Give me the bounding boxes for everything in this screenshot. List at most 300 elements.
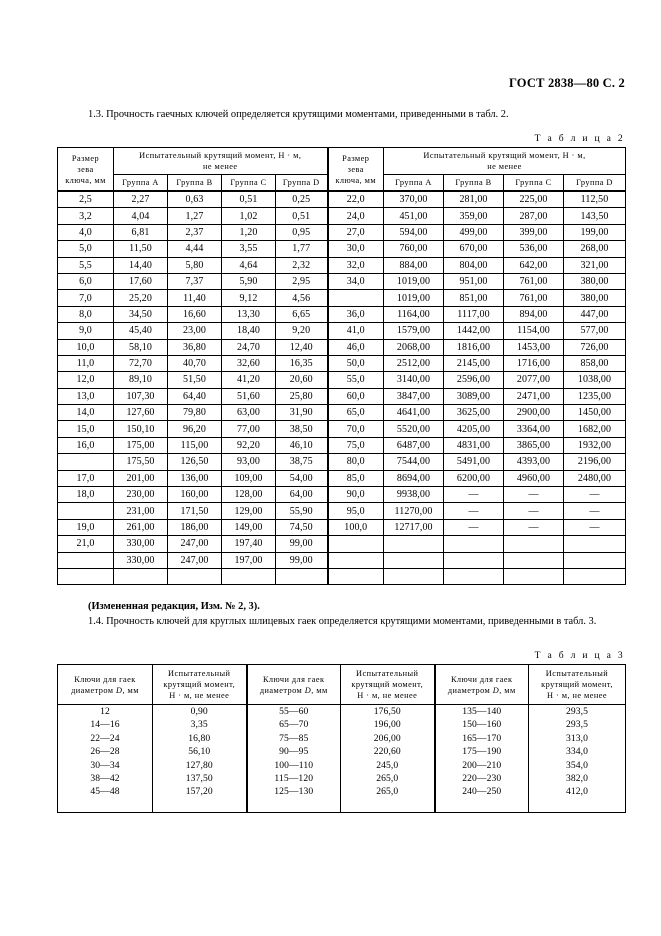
table2-left-cell: 160,00 [168, 487, 222, 503]
table2-left-cell: 247,00 [168, 552, 222, 568]
table3-cell: 75—85 [247, 732, 341, 745]
table2-right-cell: — [504, 503, 564, 519]
table2-left-cell: 4,56 [276, 290, 328, 306]
table2-left-cell: 150,10 [114, 421, 168, 437]
table2-left-cell: 197,40 [222, 536, 276, 552]
table2-right-cell: 851,00 [444, 290, 504, 306]
table2-right-cell: 3625,00 [444, 405, 504, 421]
table2-right-cell: — [504, 487, 564, 503]
table3-cell: 293,5 [529, 718, 626, 731]
table-2 [57, 147, 626, 585]
table2-left-cell: 107,30 [114, 388, 168, 404]
table2-left-cell [276, 568, 328, 584]
table3-body [58, 705, 626, 813]
table2-right-cell: 858,00 [564, 355, 626, 371]
table2-right-cell [444, 568, 504, 584]
table-row [58, 421, 626, 437]
table2-left-cell: 54,00 [276, 470, 328, 486]
table2-left-cell: 1,27 [168, 208, 222, 224]
table2-right-cell: 359,00 [444, 208, 504, 224]
table2-right-cell: 536,00 [504, 241, 564, 257]
table3-cell: 14—16 [58, 718, 153, 731]
table2-right-cell: 60,0 [328, 388, 384, 404]
table2-left-cell: 25,20 [114, 290, 168, 306]
table3-cell: 313,0 [529, 732, 626, 745]
table2-right-cell: 1154,00 [504, 323, 564, 339]
table2-right-cell: 2900,00 [504, 405, 564, 421]
table-row [58, 306, 626, 322]
table2-right-cell: 1019,00 [384, 273, 444, 289]
table2-left-cell: 201,00 [114, 470, 168, 486]
table2-left-cell [58, 568, 114, 584]
table2-right-cell [328, 568, 384, 584]
table2-left-cell: 7,37 [168, 273, 222, 289]
table2-left-cell: 5,5 [58, 257, 114, 273]
table2-left-cell: 23,00 [168, 323, 222, 339]
table3-cell: 125—130 [247, 785, 341, 798]
table2-left-cell: 5,90 [222, 273, 276, 289]
table2-header-size-right: Размер зева ключа, мм [328, 148, 384, 192]
table3-caption: Т а б л и ц а 3 [534, 650, 625, 661]
table-row [58, 241, 626, 257]
table-row [58, 772, 626, 785]
table2-right-cell: 1235,00 [564, 388, 626, 404]
table3-header-moment-2: Испытательный крутящий момент, Н · м, не менее [341, 665, 435, 705]
table2-left-cell: 1,77 [276, 241, 328, 257]
table3-cell: 382,0 [529, 772, 626, 785]
table2-left-cell: 79,80 [168, 405, 222, 421]
table2-right-cell: 55,0 [328, 372, 384, 388]
table2-right-cell: 2196,00 [564, 454, 626, 470]
table2-right-cell [384, 552, 444, 568]
table2-right-cell: — [564, 487, 626, 503]
table2-header-group-d-left: Группа D [276, 175, 328, 192]
table-row [58, 503, 626, 519]
table2-right-cell: 321,00 [564, 257, 626, 273]
table-row [58, 487, 626, 503]
table2-right-cell: 225,00 [504, 191, 564, 208]
table2-right-cell: 8694,00 [384, 470, 444, 486]
table2-right-cell: 112,50 [564, 191, 626, 208]
table3-spacer-cell [153, 799, 247, 813]
table2-left-cell: 31,90 [276, 405, 328, 421]
table2-right-cell: 80,0 [328, 454, 384, 470]
table-row [58, 552, 626, 568]
table2-right-cell: 642,00 [504, 257, 564, 273]
table3-spacer-cell [247, 799, 341, 813]
redaction-note: (Измененная редакция, Изм. № 2, 3). [88, 601, 260, 612]
table2-right-cell: 7544,00 [384, 454, 444, 470]
table2-right-cell: 884,00 [384, 257, 444, 273]
table2-right-cell: 760,00 [384, 241, 444, 257]
table3-cell: 354,0 [529, 759, 626, 772]
table-row [58, 339, 626, 355]
table3-head [58, 665, 626, 705]
table3-spacer-cell [529, 799, 626, 813]
table2-right-cell: 1682,00 [564, 421, 626, 437]
table3-cell: 165—170 [435, 732, 529, 745]
table2-right-cell: 30,0 [328, 241, 384, 257]
table2-right-cell: 499,00 [444, 224, 504, 240]
table2-right-cell: 34,0 [328, 273, 384, 289]
table2-right-cell [564, 536, 626, 552]
table2-head [58, 148, 626, 192]
table2-right-cell: 451,00 [384, 208, 444, 224]
table3-cell: 0,90 [153, 705, 247, 719]
table2-left-cell: 17,0 [58, 470, 114, 486]
table2-left-cell: 63,00 [222, 405, 276, 421]
table3-cell: 56,10 [153, 745, 247, 758]
table2-left-cell: 41,20 [222, 372, 276, 388]
table2-left-cell: 9,20 [276, 323, 328, 339]
table2-right-cell: 951,00 [444, 273, 504, 289]
table-row [58, 568, 626, 584]
table2-left-cell: 24,70 [222, 339, 276, 355]
table2-left-cell: 74,50 [276, 519, 328, 535]
table2-right-cell: 4393,00 [504, 454, 564, 470]
table2-right-cell: 2145,00 [444, 355, 504, 371]
table2-right-cell: 9938,00 [384, 487, 444, 503]
table2-right-cell: 761,00 [504, 290, 564, 306]
table3-cell: 220,60 [341, 745, 435, 758]
table2-left-cell: 38,50 [276, 421, 328, 437]
paragraph-1-4-text: 1.4. Прочность ключей для круглых шлицевых гаек определяется крутящими моментами, приведенными в табл. 3. [88, 616, 597, 627]
table2-left-cell: 11,0 [58, 355, 114, 371]
table2-right-cell [564, 552, 626, 568]
table2-left-cell: 36,80 [168, 339, 222, 355]
table2-left-cell: 231,00 [114, 503, 168, 519]
table-row [58, 355, 626, 371]
table2-right-cell: 594,00 [384, 224, 444, 240]
paragraph-1-3: 1.3. Прочность гаечных ключей определяется крутящими моментами, приведенными в табл. 2. [88, 109, 509, 120]
table2-left-cell: 9,12 [222, 290, 276, 306]
table2-left-cell: 89,10 [114, 372, 168, 388]
table2-right-cell: 27,0 [328, 224, 384, 240]
table-row [58, 372, 626, 388]
table-row [58, 388, 626, 404]
table2-right-cell: 1932,00 [564, 437, 626, 453]
table3-spacer-cell [341, 799, 435, 813]
table2-left-cell: 16,60 [168, 306, 222, 322]
table2-right-cell: 2068,00 [384, 339, 444, 355]
table2-right-cell: 804,00 [444, 257, 504, 273]
table2-right-cell: 1164,00 [384, 306, 444, 322]
table2-right-cell: 22,0 [328, 191, 384, 208]
table2-left-cell: 14,40 [114, 257, 168, 273]
table3-cell: 265,0 [341, 785, 435, 798]
table2-header-group-d-right: Группа D [564, 175, 626, 192]
table2-left-cell: 3,55 [222, 241, 276, 257]
table2-left-cell: 18,0 [58, 487, 114, 503]
table2-right-cell: — [444, 519, 504, 535]
table2-left-cell [168, 568, 222, 584]
table2-left-cell: 11,50 [114, 241, 168, 257]
table2-header-group-b-right: Группа B [444, 175, 504, 192]
table3-cell: 175—190 [435, 745, 529, 758]
table2-left-cell: 6,81 [114, 224, 168, 240]
table2-left-cell: 1,20 [222, 224, 276, 240]
table2-right-cell: 447,00 [564, 306, 626, 322]
table-row [58, 759, 626, 772]
table-row [58, 745, 626, 758]
table2-header-moment-left: Испытательный крутящий момент, Н · м, не менее [114, 148, 328, 175]
table2-left-cell: 64,00 [276, 487, 328, 503]
table2-left-cell: 4,04 [114, 208, 168, 224]
table2-right-cell: 41,0 [328, 323, 384, 339]
table2-right-cell: 2077,00 [504, 372, 564, 388]
table-row [58, 718, 626, 731]
table3-cell: 38—42 [58, 772, 153, 785]
table2-left-cell: 93,00 [222, 454, 276, 470]
table2-left-cell: 1,02 [222, 208, 276, 224]
table2-right-cell: 4960,00 [504, 470, 564, 486]
table2-right-cell: 670,00 [444, 241, 504, 257]
table2-right-cell: 1450,00 [564, 405, 626, 421]
table3-cell: 30—34 [58, 759, 153, 772]
table2-right-cell: 1019,00 [384, 290, 444, 306]
table2-right-cell: 380,00 [564, 290, 626, 306]
table2-left-cell: 8,0 [58, 306, 114, 322]
table3-cell: 137,50 [153, 772, 247, 785]
table2-left-cell [58, 503, 114, 519]
table2-right-cell: 6200,00 [444, 470, 504, 486]
table2-right-cell: 90,0 [328, 487, 384, 503]
table2-left-cell: 7,0 [58, 290, 114, 306]
table-row [58, 405, 626, 421]
table2-right-cell: 1117,00 [444, 306, 504, 322]
table2-left-cell: 15,0 [58, 421, 114, 437]
table2-left-cell: 64,40 [168, 388, 222, 404]
table3-cell: 115—120 [247, 772, 341, 785]
table2-left-cell: 127,60 [114, 405, 168, 421]
table2-header-group-c-left: Группа C [222, 175, 276, 192]
table-row [58, 191, 626, 208]
table2-left-cell: 34,50 [114, 306, 168, 322]
table2-left-cell: 115,00 [168, 437, 222, 453]
table-row [58, 208, 626, 224]
table2-left-cell: 13,30 [222, 306, 276, 322]
document-header: ГОСТ 2838—80 С. 2 [508, 76, 625, 90]
table2-header-group-a-left: Группа A [114, 175, 168, 192]
table2-left-cell: 77,00 [222, 421, 276, 437]
table-row [58, 732, 626, 745]
table2-left-cell [114, 568, 168, 584]
table2-left-cell: 11,40 [168, 290, 222, 306]
table2-left-cell: 9,0 [58, 323, 114, 339]
table2-left-cell: 99,00 [276, 536, 328, 552]
table3-header-keys-1: Ключи для гаек диаметром D, мм [58, 665, 153, 705]
table3-cell: 55—60 [247, 705, 341, 719]
table3-spacer-cell [435, 799, 529, 813]
table2-right-cell: 3865,00 [504, 437, 564, 453]
table2-right-cell: 199,00 [564, 224, 626, 240]
table2-left-cell: 0,51 [276, 208, 328, 224]
table2-right-cell [328, 290, 384, 306]
table2-right-cell: 4205,00 [444, 421, 504, 437]
table3-header-moment-1: Испытательный крутящий момент, Н · м, не менее [153, 665, 247, 705]
table-row [58, 536, 626, 552]
table3-cell: 150—160 [435, 718, 529, 731]
table-row [58, 323, 626, 339]
table2-left-cell: 40,70 [168, 355, 222, 371]
paragraph-1-4 [57, 615, 625, 629]
table2-right-cell: 1038,00 [564, 372, 626, 388]
table2-left-cell: 5,0 [58, 241, 114, 257]
table3-cell: 176,50 [341, 705, 435, 719]
table2-right-cell: 65,0 [328, 405, 384, 421]
table2-right-cell: 287,00 [504, 208, 564, 224]
table2-right-cell [444, 536, 504, 552]
table2-right-cell: 24,0 [328, 208, 384, 224]
table2-right-cell [384, 536, 444, 552]
table3-spacer-cell [58, 799, 153, 813]
table2-right-cell: 3364,00 [504, 421, 564, 437]
table2-left-cell: 6,0 [58, 273, 114, 289]
table3-spacer-row [58, 799, 626, 813]
table2-right-cell: 2480,00 [564, 470, 626, 486]
table2-right-cell: 2512,00 [384, 355, 444, 371]
table2-left-cell: 230,00 [114, 487, 168, 503]
table2-right-cell: 100,0 [328, 519, 384, 535]
table2-left-cell: 2,32 [276, 257, 328, 273]
table2-left-cell: 12,40 [276, 339, 328, 355]
table3-cell: 220—230 [435, 772, 529, 785]
table2-left-cell: 72,70 [114, 355, 168, 371]
table2-right-cell: 3847,00 [384, 388, 444, 404]
table2-right-cell [504, 552, 564, 568]
table3-cell: 245,0 [341, 759, 435, 772]
table2-right-cell: 4641,00 [384, 405, 444, 421]
table2-left-cell: 18,40 [222, 323, 276, 339]
table2-left-cell: 25,80 [276, 388, 328, 404]
table2-left-cell: 46,10 [276, 437, 328, 453]
table2-right-cell: 4831,00 [444, 437, 504, 453]
table2-right-cell: 577,00 [564, 323, 626, 339]
table2-left-cell: 330,00 [114, 536, 168, 552]
table2-left-cell: 51,50 [168, 372, 222, 388]
table2-right-cell: 3089,00 [444, 388, 504, 404]
table2-left-cell: 126,50 [168, 454, 222, 470]
table3-cell: 45—48 [58, 785, 153, 798]
table3-header-keys-2: Ключи для гаек диаметром D, мм [247, 665, 341, 705]
table2-left-cell: 55,90 [276, 503, 328, 519]
table-row [58, 257, 626, 273]
table3-cell: 240—250 [435, 785, 529, 798]
table2-left-cell: 19,0 [58, 519, 114, 535]
table-row [58, 519, 626, 535]
table2-left-cell: 0,63 [168, 191, 222, 208]
table-row [58, 785, 626, 798]
table2-left-cell: 10,0 [58, 339, 114, 355]
table2-left-cell: 197,00 [222, 552, 276, 568]
table2-right-cell: — [444, 487, 504, 503]
table2-left-cell [58, 454, 114, 470]
table-row [58, 437, 626, 453]
table2-right-cell [564, 568, 626, 584]
table2-left-cell: 99,00 [276, 552, 328, 568]
table2-right-cell: 761,00 [504, 273, 564, 289]
table2-header-size-left: Размер зева ключа, мм [58, 148, 114, 192]
table2-right-cell [444, 552, 504, 568]
table2-right-cell: — [564, 503, 626, 519]
table-row [58, 454, 626, 470]
table2-left-cell: 14,0 [58, 405, 114, 421]
table-row [58, 705, 626, 719]
table2-left-cell: 136,00 [168, 470, 222, 486]
table2-left-cell: 171,50 [168, 503, 222, 519]
table2-left-cell: 2,37 [168, 224, 222, 240]
table2-left-cell [58, 552, 114, 568]
table2-right-cell: — [444, 503, 504, 519]
table2-right-cell: 85,0 [328, 470, 384, 486]
table2-right-cell: 1442,00 [444, 323, 504, 339]
table3-cell: 90—95 [247, 745, 341, 758]
table2-header-group-c-right: Группа C [504, 175, 564, 192]
table2-right-cell: 380,00 [564, 273, 626, 289]
table3-cell: 127,80 [153, 759, 247, 772]
table-row [58, 470, 626, 486]
table2-right-cell: 1716,00 [504, 355, 564, 371]
table-row [58, 224, 626, 240]
table2-right-cell: — [564, 519, 626, 535]
table3-cell: 206,00 [341, 732, 435, 745]
table3-cell: 135—140 [435, 705, 529, 719]
table2-right-cell: 399,00 [504, 224, 564, 240]
table2-right-cell: 6487,00 [384, 437, 444, 453]
table2-right-cell: 5491,00 [444, 454, 504, 470]
table2-left-cell: 4,0 [58, 224, 114, 240]
table2-right-cell: 32,0 [328, 257, 384, 273]
table2-right-cell: 70,0 [328, 421, 384, 437]
table3-cell: 334,0 [529, 745, 626, 758]
table3-cell: 200—210 [435, 759, 529, 772]
table2-right-cell [504, 536, 564, 552]
table2-left-cell: 92,20 [222, 437, 276, 453]
table2-body [58, 191, 626, 585]
table2-left-cell: 32,60 [222, 355, 276, 371]
table2-left-cell: 4,64 [222, 257, 276, 273]
table3-cell: 100—110 [247, 759, 341, 772]
table2-left-cell: 51,60 [222, 388, 276, 404]
table2-right-cell: 5520,00 [384, 421, 444, 437]
table2-left-cell: 0,95 [276, 224, 328, 240]
table2-right-cell: 143,50 [564, 208, 626, 224]
table3-header-keys-1-line2: диаметром D, мм [71, 685, 139, 695]
table3-cell: 3,35 [153, 718, 247, 731]
table2-left-cell: 2,27 [114, 191, 168, 208]
table2-right-cell: 2471,00 [504, 388, 564, 404]
table2-left-cell: 4,44 [168, 241, 222, 257]
table2-left-cell: 6,65 [276, 306, 328, 322]
table2-right-cell: 1453,00 [504, 339, 564, 355]
table2-left-cell: 2,5 [58, 191, 114, 208]
table2-right-cell: 281,00 [444, 191, 504, 208]
table-3 [57, 664, 626, 813]
table2-left-cell: 96,20 [168, 421, 222, 437]
table2-left-cell: 0,25 [276, 191, 328, 208]
table2-left-cell [222, 568, 276, 584]
table2-right-cell: 2596,00 [444, 372, 504, 388]
table3-cell: 65—70 [247, 718, 341, 731]
table3-header-moment-3: Испытательный крутящий момент, Н · м, не менее [529, 665, 626, 705]
table3-cell: 22—24 [58, 732, 153, 745]
table2-right-cell [328, 536, 384, 552]
table2-right-cell: — [504, 519, 564, 535]
table2-left-cell: 129,00 [222, 503, 276, 519]
table2-header-moment-right: Испытательный крутящий момент, Н · м, не менее [384, 148, 626, 175]
table2-right-cell: 268,00 [564, 241, 626, 257]
table2-left-cell: 2,95 [276, 273, 328, 289]
